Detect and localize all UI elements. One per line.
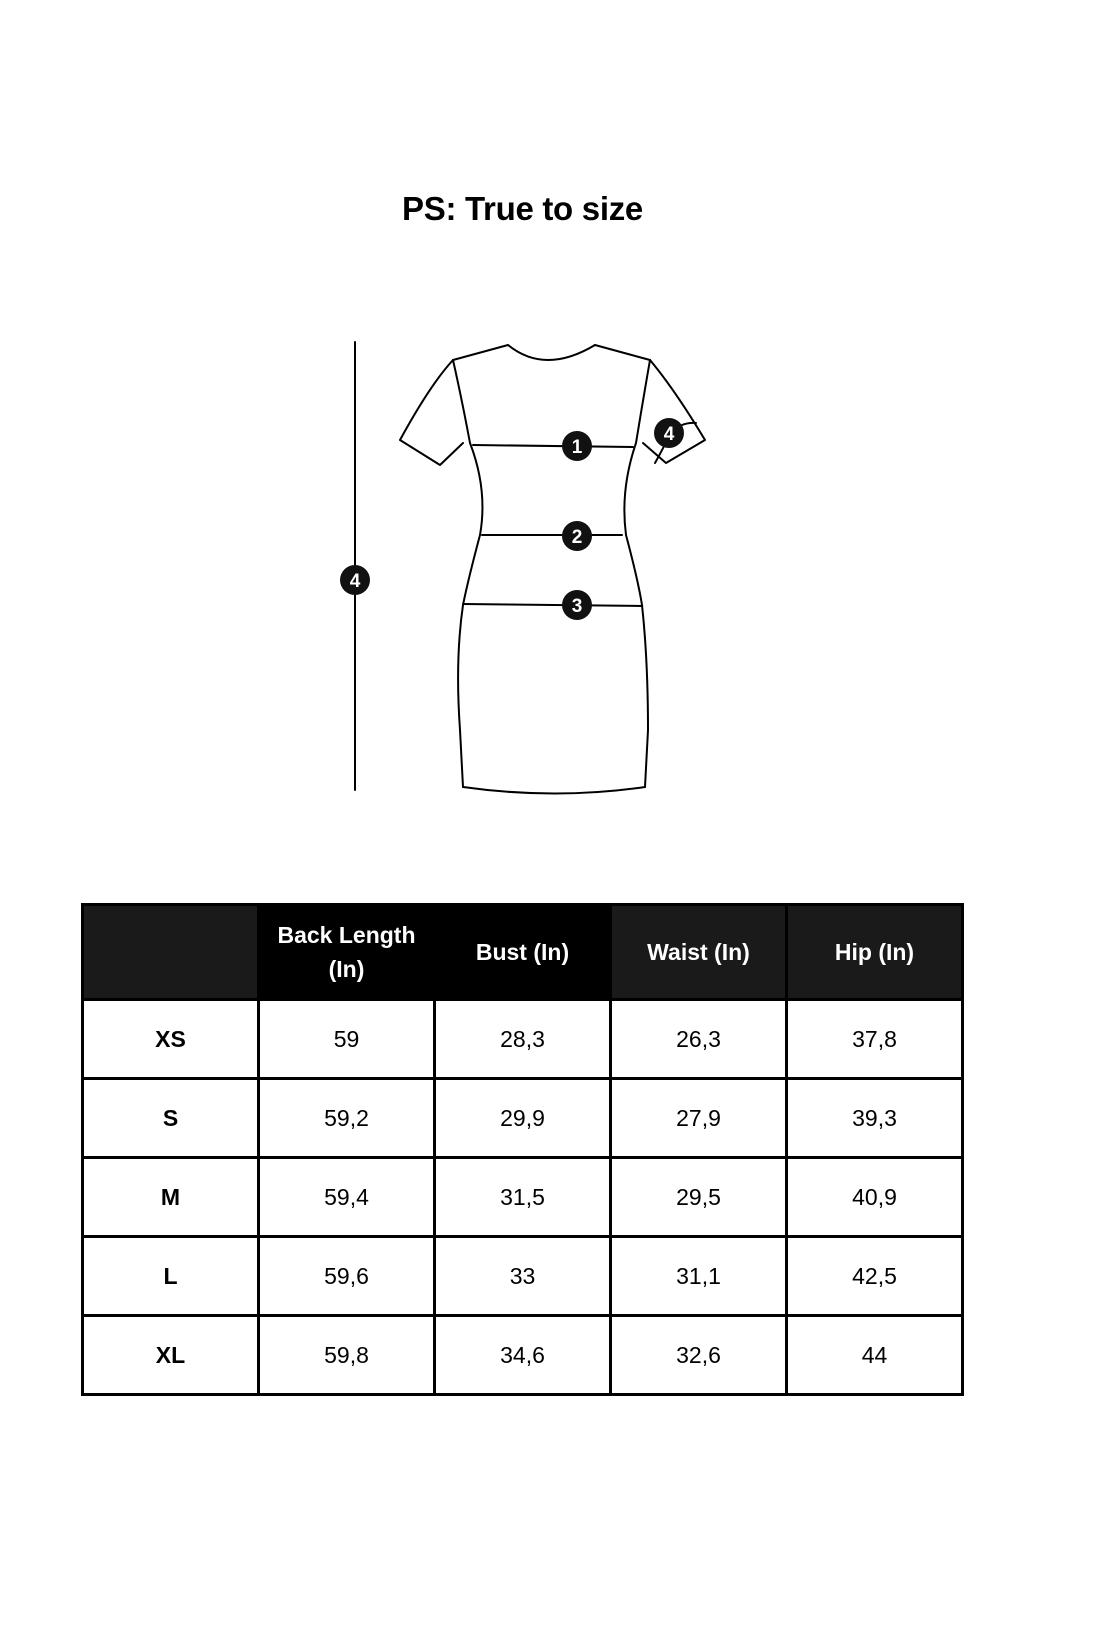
- dress-measurement-diagram: [330, 330, 730, 810]
- svg-text:1: 1: [571, 437, 583, 458]
- waist-cell: 26,3: [611, 1000, 787, 1079]
- header-waist: Waist (In): [611, 905, 787, 1000]
- table-row: [83, 1158, 963, 1237]
- size-cell: L: [83, 1237, 259, 1316]
- svg-text:3: 3: [571, 596, 583, 617]
- hip-cell: 42,5: [787, 1237, 963, 1316]
- back-length-cell: 59,4: [259, 1158, 435, 1237]
- hip-cell: 37,8: [787, 1000, 963, 1079]
- header-size-corner: [83, 905, 259, 1000]
- marker-1-icon: [562, 431, 592, 461]
- table-row: [83, 1000, 963, 1079]
- dress-outline-icon: [330, 330, 730, 810]
- table-header-row: [83, 905, 963, 1000]
- table-row: [83, 1079, 963, 1158]
- hip-cell: 39,3: [787, 1079, 963, 1158]
- bust-cell: 31,5: [435, 1158, 611, 1237]
- waist-cell: 32,6: [611, 1316, 787, 1395]
- size-cell: S: [83, 1079, 259, 1158]
- svg-text:2: 2: [571, 527, 583, 548]
- size-cell: M: [83, 1158, 259, 1237]
- waist-cell: 27,9: [611, 1079, 787, 1158]
- hip-cell: 40,9: [787, 1158, 963, 1237]
- bust-cell: 29,9: [435, 1079, 611, 1158]
- marker-2-icon: [562, 521, 592, 551]
- hip-cell: 44: [787, 1316, 963, 1395]
- bust-cell: 28,3: [435, 1000, 611, 1079]
- back-length-cell: 59,6: [259, 1237, 435, 1316]
- back-length-cell: 59,8: [259, 1316, 435, 1395]
- header-back-length-line1: Back Length: [277, 922, 416, 948]
- svg-text:4: 4: [663, 424, 675, 445]
- size-cell: XL: [83, 1316, 259, 1395]
- back-length-cell: 59: [259, 1000, 435, 1079]
- waist-cell: 29,5: [611, 1158, 787, 1237]
- svg-text:4: 4: [349, 571, 361, 592]
- waist-cell: 31,1: [611, 1237, 787, 1316]
- size-chart-table: [81, 903, 964, 1396]
- table-row: [83, 1316, 963, 1395]
- header-back-length-line2: (In): [328, 956, 365, 982]
- back-length-cell: 59,2: [259, 1079, 435, 1158]
- marker-4-length-icon: [340, 565, 370, 595]
- bust-cell: 33: [435, 1237, 611, 1316]
- page-title: PS: True to size: [402, 190, 643, 227]
- size-cell: XS: [83, 1000, 259, 1079]
- bust-cell: 34,6: [435, 1316, 611, 1395]
- header-back-length: [259, 905, 435, 1000]
- header-bust: Bust (In): [435, 905, 611, 1000]
- marker-4-sleeve-icon: [654, 418, 684, 448]
- table-row: [83, 1237, 963, 1316]
- header-hip: Hip (In): [787, 905, 963, 1000]
- marker-3-icon: [562, 590, 592, 620]
